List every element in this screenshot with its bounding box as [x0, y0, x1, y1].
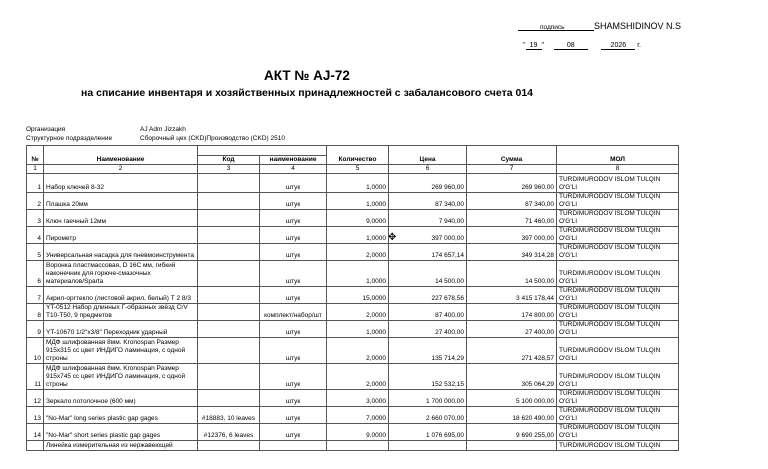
column-number: 2: [44, 165, 198, 174]
row-number: 13: [27, 407, 44, 424]
row-number: 3: [27, 210, 44, 227]
item-name: Пирометр: [44, 227, 198, 244]
item-code: #18883, 10 leaves: [198, 407, 260, 424]
item-code: [198, 287, 260, 304]
item-name: Набор ключей 8-32: [44, 174, 198, 193]
header-no: №: [27, 146, 44, 165]
item-mol: TURDIMURODOV ISLOM TULQIN O'G'LI: [557, 364, 679, 390]
date-suffix: г.: [637, 42, 641, 49]
item-name: "No-Mar" long series plastic gap gages: [44, 407, 198, 424]
item-sum: [467, 441, 557, 451]
row-number: 1: [27, 174, 44, 193]
item-sum: 9 690 255,00: [467, 424, 557, 441]
item-price: 7 940,00: [389, 210, 467, 227]
item-price: 14 500,00: [389, 261, 467, 287]
item-unit: штук: [260, 407, 327, 424]
item-code: [198, 174, 260, 193]
item-unit: штук: [260, 390, 327, 407]
date-day: 19: [526, 42, 542, 50]
item-mol: TURDIMURODOV ISLOM TULQIN O'G'LI: [557, 390, 679, 407]
row-number: 10: [27, 338, 44, 364]
item-price: 27 400,00: [389, 321, 467, 338]
header-row: [27, 146, 679, 156]
item-name: Линейка измерительная из нержавеющей: [44, 441, 198, 451]
item-mol: TURDIMURODOV ISLOM TULQIN: [557, 441, 679, 451]
item-price: 227 678,56: [389, 287, 467, 304]
header-price: Цена: [389, 146, 467, 165]
item-price: 87 340,00: [389, 193, 467, 210]
item-sum: 174 800,00: [467, 304, 557, 321]
item-unit: штук: [260, 287, 327, 304]
item-unit: [260, 441, 327, 451]
item-sum: 71 460,00: [467, 210, 557, 227]
item-price: 1 076 695,00: [389, 424, 467, 441]
item-quantity: 7,0000: [327, 407, 389, 424]
item-code: [198, 364, 260, 390]
item-code: [198, 210, 260, 227]
item-name: YT-10670 1/2"x3/8" Переходник ударный: [44, 321, 198, 338]
row-number: 14: [27, 424, 44, 441]
column-number: 1: [27, 165, 44, 174]
item-sum: 269 960,00: [467, 174, 557, 193]
item-name: Акрил-оргтекло (листовой акрил, белый) Т 2 8/3: [44, 287, 198, 304]
item-price: 174 657,14: [389, 244, 467, 261]
item-mol: TURDIMURODOV ISLOM TULQIN O'G'LI: [557, 304, 679, 321]
item-price: 135 714,29: [389, 338, 467, 364]
column-number: 7: [467, 165, 557, 174]
item-sum: 271 428,57: [467, 338, 557, 364]
item-sum: 87 340,00: [467, 193, 557, 210]
act-subtitle: на списание инвентаря и хозяйственных принадлежностей с забалансового счета 014: [81, 87, 533, 99]
item-code: [198, 338, 260, 364]
item-unit: штук: [260, 244, 327, 261]
item-name: YT-0512 Набор длинных Г-образных звёзд CrV T10-T50, 9 предметов: [44, 304, 198, 321]
item-sum: 349 314,28: [467, 244, 557, 261]
row-number: 11: [27, 364, 44, 390]
row-number: 4: [27, 227, 44, 244]
item-name: МДФ шлифованная 8мм. Kronospan Размер 915х315 сс цвет ИНДИГО ламинация, с одной строны: [44, 338, 198, 364]
item-quantity: 15,0000: [327, 287, 389, 304]
item-mol: TURDIMURODOV ISLOM TULQIN O'G'LI: [557, 193, 679, 210]
item-mol: TURDIMURODOV ISLOM TULQIN O'G'LI: [557, 227, 679, 244]
item-quantity: 2,0000: [327, 244, 389, 261]
item-code: [198, 261, 260, 287]
row-number: 12: [27, 390, 44, 407]
row-number: [27, 441, 44, 451]
table-row: [27, 210, 679, 227]
item-unit: штук: [260, 174, 327, 193]
item-code: [198, 193, 260, 210]
item-sum: 18 620 490,00: [467, 407, 557, 424]
item-name: Воронка пластмассовая, D 16С мм, гибкий наконечник для горюче-смазочных материалов/Sparta: [44, 261, 198, 287]
column-number: 5: [327, 165, 389, 174]
column-number: 4: [260, 165, 327, 174]
item-code: [198, 390, 260, 407]
row-number: 6: [27, 261, 44, 287]
item-quantity: 1,0000: [327, 193, 389, 210]
item-mol: TURDIMURODOV ISLOM TULQIN O'G'LI: [557, 321, 679, 338]
item-price: 152 532,15: [389, 364, 467, 390]
table-row: [27, 227, 679, 244]
item-name: "No-Mar" short series plastic gap gages: [44, 424, 198, 441]
row-number: 5: [27, 244, 44, 261]
row-number: 2: [27, 193, 44, 210]
header-code: Код: [198, 156, 260, 165]
item-unit: штук: [260, 424, 327, 441]
item-quantity: 2,0000: [327, 304, 389, 321]
item-price: 269 960,00: [389, 174, 467, 193]
table-row: [27, 321, 679, 338]
item-sum: 305 064,29: [467, 364, 557, 390]
date-month: 08: [554, 42, 588, 50]
table-row: [27, 244, 679, 261]
act-title: АКТ № AJ-72: [264, 68, 350, 83]
header-unit: наименование: [260, 156, 327, 165]
inventory-table: [26, 145, 679, 451]
table-row: [27, 424, 679, 441]
item-sum: 397 000,00: [467, 227, 557, 244]
table-row: [27, 364, 679, 390]
item-unit: штук: [260, 210, 327, 227]
item-unit: штук: [260, 261, 327, 287]
table-row: [27, 193, 679, 210]
item-code: [198, 321, 260, 338]
item-mol: TURDIMURODOV ISLOM TULQIN O'G'LI: [557, 210, 679, 227]
item-name: Универсальная насадка для пневмоинструмента: [44, 244, 198, 261]
table-row: [27, 287, 679, 304]
item-unit: штук: [260, 227, 327, 244]
item-mol: TURDIMURODOV ISLOM TULQIN O'G'LI: [557, 244, 679, 261]
header-qty: Количество: [327, 146, 389, 165]
item-mol: TURDIMURODOV ISLOM TULQIN O'G'LI: [557, 287, 679, 304]
item-unit: штук: [260, 321, 327, 338]
department-label: Структурное подразделение: [26, 135, 113, 142]
column-number: 8: [557, 165, 679, 174]
item-unit: штук: [260, 338, 327, 364]
item-quantity: 1,0000: [327, 261, 389, 287]
department-row: [26, 135, 285, 142]
item-price: 397 000,00: [389, 227, 467, 244]
item-quantity: 1,0000: [327, 227, 389, 244]
table-row: [27, 441, 679, 451]
table-row: [27, 338, 679, 364]
row-number: 8: [27, 304, 44, 321]
column-number: 3: [198, 165, 260, 174]
table-row: [27, 174, 679, 193]
item-code: [198, 244, 260, 261]
item-unit: комплект/набор/шт: [260, 304, 327, 321]
item-name: Плашка 20мм: [44, 193, 198, 210]
item-code: [198, 227, 260, 244]
item-quantity: [327, 441, 389, 451]
table-row: [27, 304, 679, 321]
table-row: [27, 261, 679, 287]
item-quantity: 2,0000: [327, 338, 389, 364]
item-code: [198, 304, 260, 321]
item-price: 2 660 070,00: [389, 407, 467, 424]
item-quantity: 9,0000: [327, 210, 389, 227]
item-mol: TURDIMURODOV ISLOM TULQIN O'G'LI: [557, 407, 679, 424]
item-code: [198, 441, 260, 451]
column-numbers-row: [27, 165, 679, 174]
item-quantity: 9,0000: [327, 424, 389, 441]
organization-value: AJ Adm Jizzakh: [140, 126, 186, 133]
header-mol: МОЛ: [557, 146, 679, 165]
item-quantity: 3,0000: [327, 390, 389, 407]
item-sum: 5 100 000,00: [467, 390, 557, 407]
item-mol: TURDIMURODOV ISLOM TULQIN O'G'LI: [557, 338, 679, 364]
item-name: МДФ шлифованная 8мм. Kronospan Размер 915х745 сс цвет ИНДИГО ламинация, с одной строны: [44, 364, 198, 390]
item-name: Зеркало потолочное (600 мм): [44, 390, 198, 407]
cursor-icon: ✥: [388, 232, 397, 243]
item-quantity: 2,0000: [327, 364, 389, 390]
item-code: #12376, 6 leaves: [198, 424, 260, 441]
item-quantity: 1,0000: [327, 321, 389, 338]
item-mol: TURDIMURODOV ISLOM TULQIN O'G'LI: [557, 424, 679, 441]
item-unit: штук: [260, 364, 327, 390]
column-number: 6: [389, 165, 467, 174]
item-name: Ключ гаечный 12мм: [44, 210, 198, 227]
department-value: Сборочный цех (CKD)Производство (CKD) 2510: [140, 135, 285, 142]
header-sum: Сумма: [467, 146, 557, 165]
table-row: [27, 407, 679, 424]
item-price: 1 700 000,00: [389, 390, 467, 407]
header-name: Наименование: [44, 146, 198, 165]
table-row: [27, 390, 679, 407]
item-mol: TURDIMURODOV ISLOM TULQIN O'G'LI: [557, 174, 679, 193]
item-sum: 3 415 178,44: [467, 287, 557, 304]
item-quantity: 1,0000: [327, 174, 389, 193]
signatory-name: SHAMSHIDINOV N.S: [594, 21, 682, 31]
row-number: 9: [27, 321, 44, 338]
item-sum: 27 400,00: [467, 321, 557, 338]
signature-caption: подпись: [540, 24, 565, 31]
organization-label: Организация: [26, 126, 66, 133]
organization-row: [26, 126, 186, 133]
item-unit: штук: [260, 193, 327, 210]
row-number: 7: [27, 287, 44, 304]
document-date: " 19 " 08 2026 г.: [523, 42, 641, 49]
item-sum: 14 500,00: [467, 261, 557, 287]
item-price: 87 400,00: [389, 304, 467, 321]
date-year: 2026: [601, 42, 635, 50]
item-price: [389, 441, 467, 451]
item-mol: TURDIMURODOV ISLOM TULQIN O'G'LI: [557, 261, 679, 287]
